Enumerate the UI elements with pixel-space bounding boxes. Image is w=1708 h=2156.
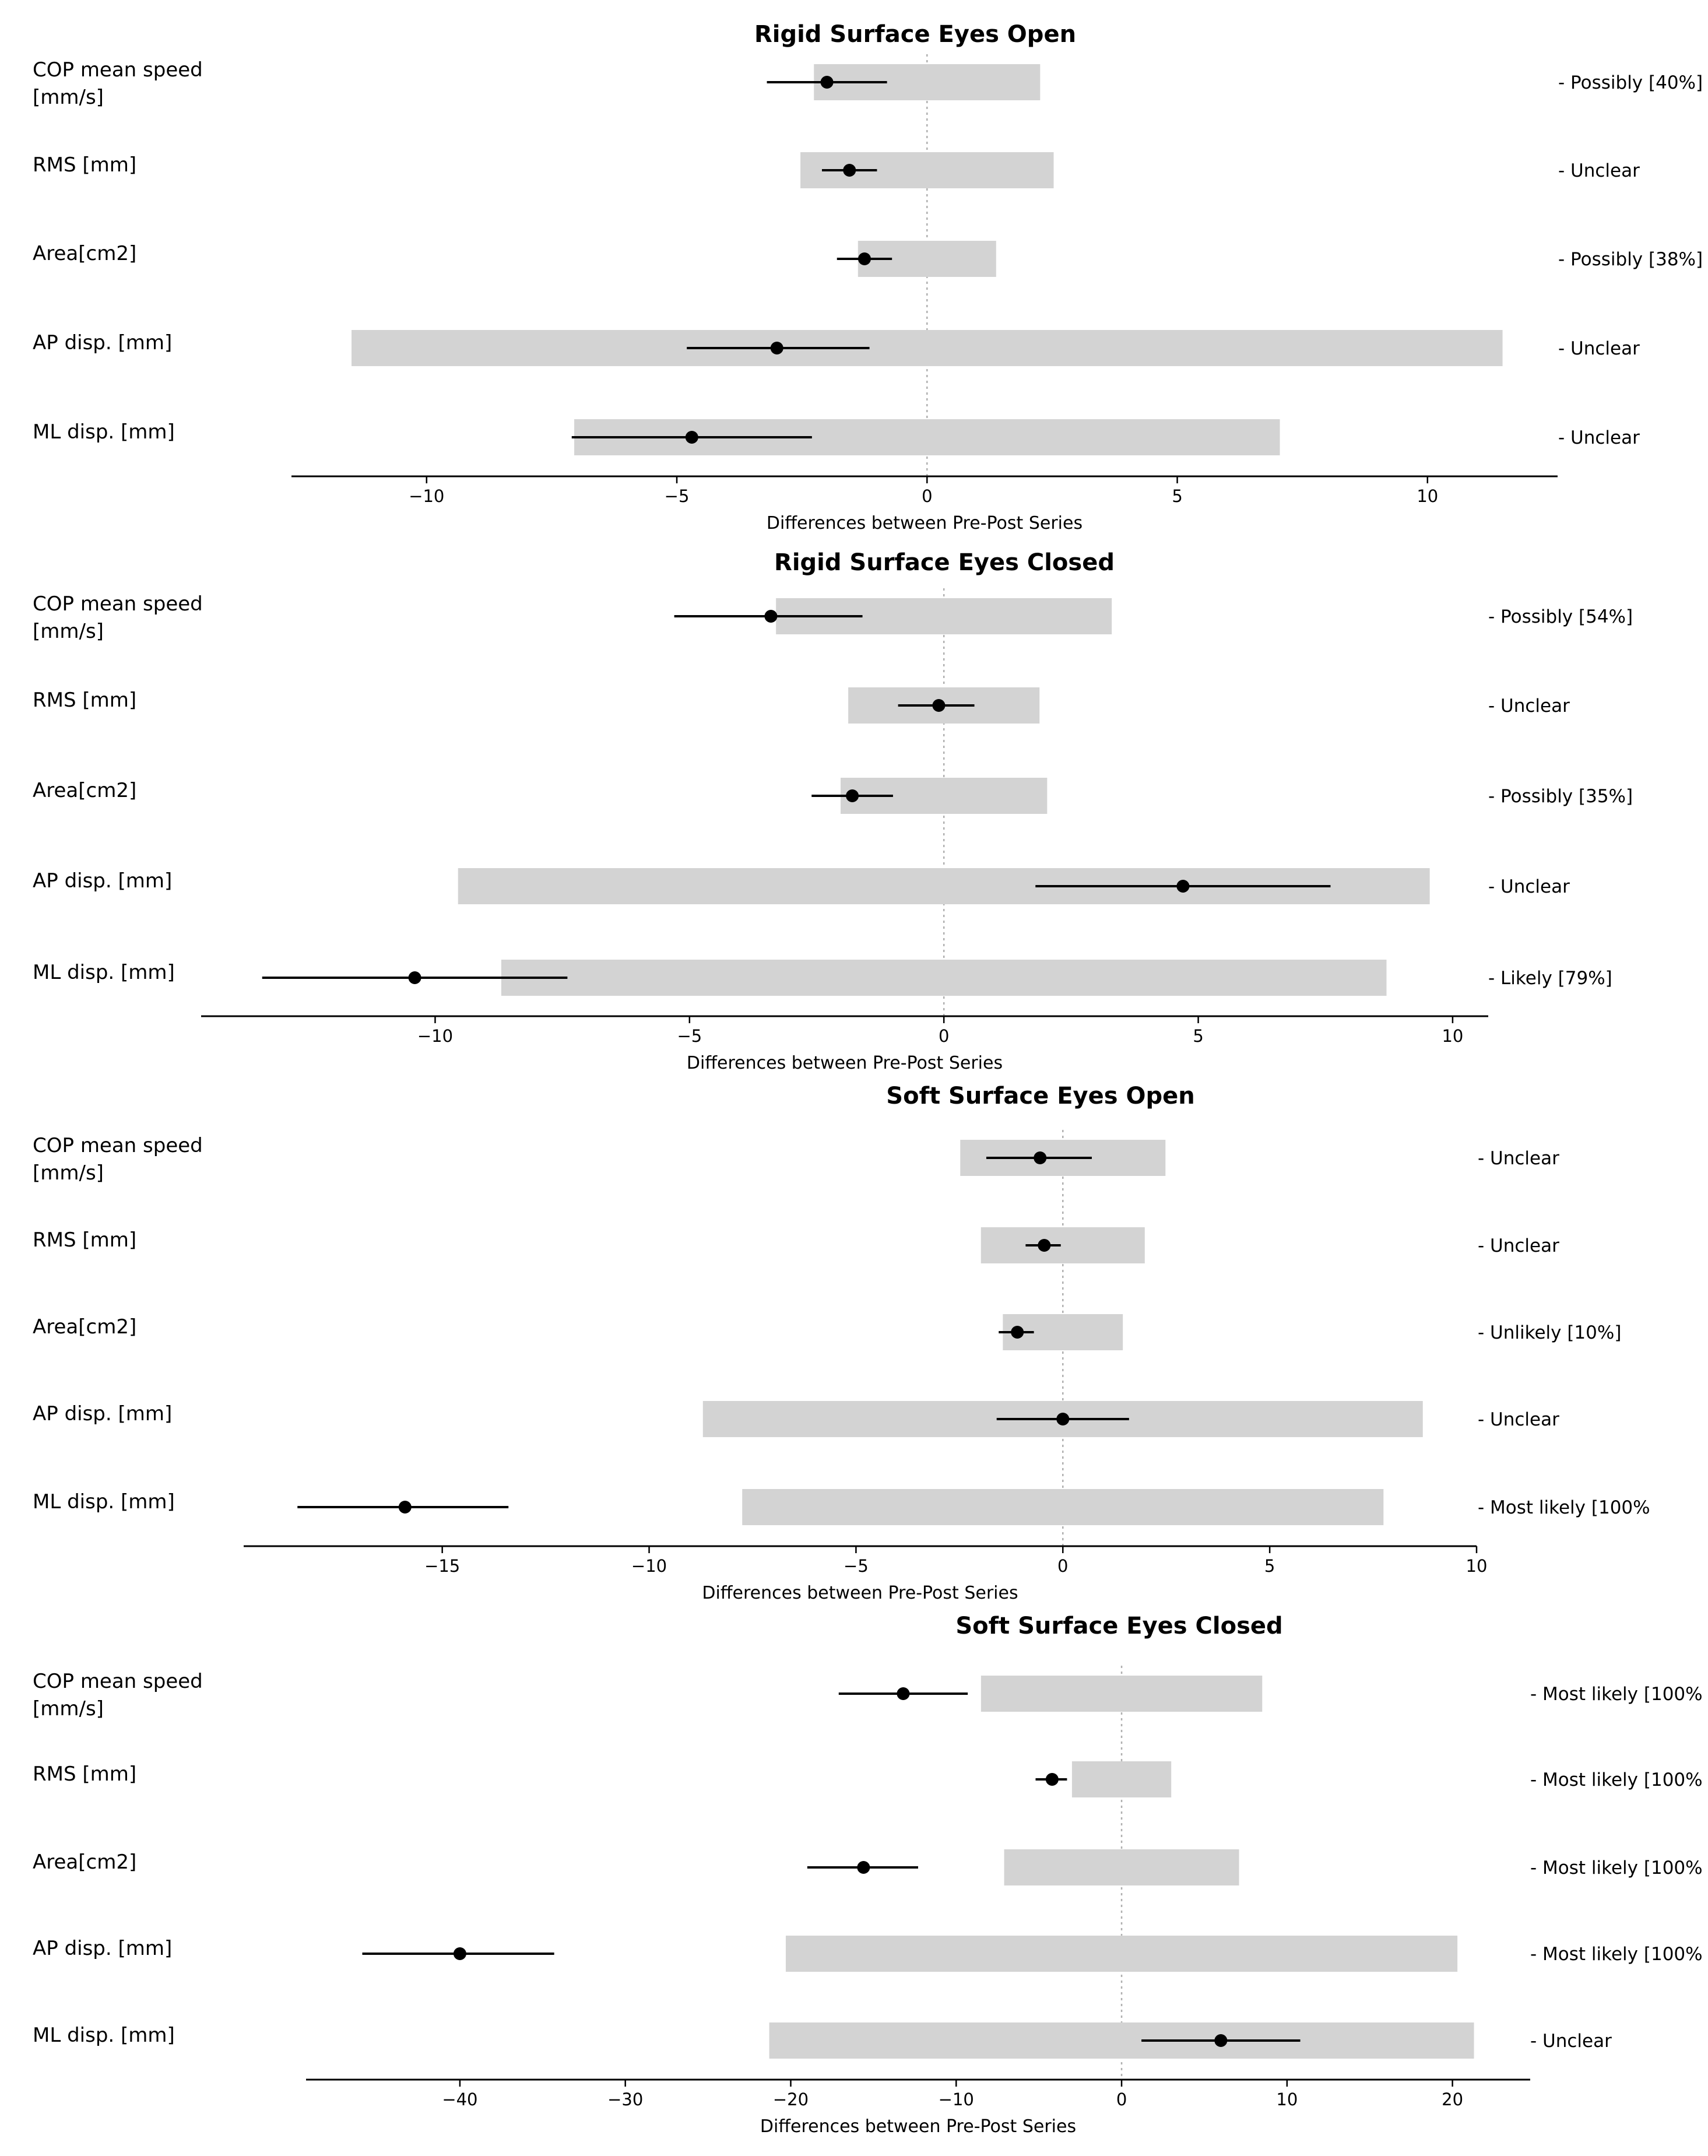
x-tick-label: 5 [1193,1026,1204,1046]
inference-label: - Most likely [100% [1530,1944,1703,1965]
inference-label: - Unclear [1488,696,1570,717]
inference-label: - Likely [79%] [1488,968,1612,989]
inference-label: - Possibly [38%] [1558,249,1703,270]
row-5 [33,2022,1612,2059]
x-axis-label: Differences between Pre-Post Series [686,1053,1003,1073]
mean-point [846,789,859,802]
mean-point [932,699,945,712]
mean-point [1011,1326,1024,1339]
x-tick-label: −40 [442,2090,478,2109]
row-label: RMS [mm] [33,689,137,712]
trivial-change-band [742,1489,1383,1525]
row-1 [33,58,1703,109]
inference-label: - Unclear [1478,1235,1559,1256]
row-label: COP mean speed [33,58,203,82]
x-axis-label: Differences between Pre-Post Series [766,513,1083,533]
mean-point [1214,2034,1227,2047]
row-label: Area[cm2] [33,242,137,265]
trivial-change-band [501,960,1387,996]
row-label: AP disp. [mm] [33,331,173,354]
inference-label: - Possibly [35%] [1488,786,1633,807]
mean-point [686,431,698,444]
row-4 [33,1936,1703,1972]
mean-point [764,610,777,623]
row-label: AP disp. [mm] [33,1402,173,1425]
row-2 [33,1761,1703,1797]
x-tick-label: −10 [938,2090,974,2109]
trivial-change-band [981,1227,1145,1263]
panel-2 [33,549,1633,1073]
row-label: RMS [mm] [33,1762,137,1786]
x-tick-label: −30 [607,2090,644,2109]
x-tick-label: −5 [664,486,690,506]
row-label: [mm/s] [33,1161,104,1185]
panel-4 [33,1613,1703,2137]
row-label: RMS [mm] [33,153,137,177]
mean-point [1056,1413,1069,1425]
x-tick-label: 20 [1442,2090,1464,2109]
row-4 [33,330,1640,366]
row-1 [33,1670,1703,1720]
x-tick-label: 0 [922,486,933,506]
row-2 [33,687,1570,724]
row-label: ML disp. [mm] [33,2024,175,2047]
x-tick-label: 10 [1276,2090,1298,2109]
x-tick-label: 0 [1057,1556,1069,1576]
row-2 [33,152,1640,188]
x-axis-label: Differences between Pre-Post Series [760,2116,1077,2137]
panel-1 [33,21,1703,533]
x-tick-label: −5 [844,1556,869,1576]
row-3 [33,1314,1621,1350]
mean-point [1034,1151,1046,1164]
row-label: Area[cm2] [33,1850,137,1874]
row-1 [33,592,1633,643]
inference-label: - Most likely [100% [1530,1769,1703,1790]
row-label: AP disp. [mm] [33,1937,173,1960]
mean-point [1038,1239,1050,1252]
trivial-change-band [769,2022,1474,2059]
row-label: COP mean speed [33,1670,203,1693]
panel-title: Soft Surface Eyes Closed [955,1613,1283,1639]
x-tick-label: −10 [417,1026,454,1046]
row-4 [33,868,1570,904]
inference-label: - Unclear [1530,2031,1612,2052]
row-label: [mm/s] [33,620,104,643]
row-label: ML disp. [mm] [33,420,175,444]
mean-point [771,342,783,354]
panel-title: Soft Surface Eyes Open [886,1083,1195,1109]
x-tick-label: 5 [1264,1556,1275,1576]
row-3 [33,1849,1703,1885]
row-label: COP mean speed [33,1134,203,1157]
row-4 [33,1401,1559,1437]
x-axis-label: Differences between Pre-Post Series [702,1583,1018,1603]
trivial-change-band [786,1936,1457,1972]
x-tick-label: −5 [677,1026,702,1046]
x-tick-label: 0 [1116,2090,1127,2109]
row-label: COP mean speed [33,592,203,616]
row-label: [mm/s] [33,86,104,109]
panel-title: Rigid Surface Eyes Closed [774,549,1115,576]
inference-label: - Most likely [100% [1530,1857,1703,1878]
row-label: AP disp. [mm] [33,869,173,893]
mean-point [821,76,834,89]
mean-point [843,164,856,177]
row-label: ML disp. [mm] [33,1490,175,1514]
row-label: Area[cm2] [33,779,137,802]
inference-label: - Unclear [1478,1148,1559,1169]
inference-label: - Unclear [1488,876,1570,897]
panel-3 [33,1083,1650,1603]
x-tick-label: −10 [631,1556,667,1576]
inference-label: - Possibly [40%] [1558,72,1703,93]
mean-point [409,971,421,984]
trivial-change-band [1072,1761,1171,1797]
inference-label: - Unclear [1558,160,1640,181]
inference-label: - Unclear [1478,1409,1559,1430]
trivial-change-band [352,330,1503,366]
x-tick-label: 10 [1417,486,1439,506]
row-5 [33,960,1612,996]
mean-point [454,1947,466,1960]
x-tick-label: 5 [1172,486,1183,506]
inference-label: - Unlikely [10%] [1478,1322,1622,1343]
x-tick-label: 10 [1442,1026,1464,1046]
row-3 [33,778,1633,814]
inference-label: - Unclear [1558,338,1640,359]
row-3 [33,241,1703,277]
inference-label: - Most likely [100% [1530,1684,1703,1705]
mean-point [399,1501,412,1514]
row-label: [mm/s] [33,1697,104,1720]
row-5 [33,1489,1650,1525]
x-tick-label: −15 [424,1556,461,1576]
x-tick-label: −20 [772,2090,809,2109]
row-label: Area[cm2] [33,1315,137,1339]
row-label: RMS [mm] [33,1228,137,1252]
mean-point [897,1687,909,1700]
trivial-change-band [981,1676,1262,1712]
mean-point [857,1861,870,1874]
panel-title: Rigid Surface Eyes Open [754,21,1077,48]
row-1 [33,1134,1559,1185]
row-label: ML disp. [mm] [33,961,175,984]
inference-label: - Most likely [100% [1478,1497,1650,1518]
mean-point [1046,1773,1059,1786]
inference-label: - Unclear [1558,427,1640,448]
x-tick-label: 0 [938,1026,950,1046]
mean-point [1176,880,1189,893]
row-5 [33,419,1640,455]
trivial-change-band [1004,1849,1239,1885]
mean-point [858,252,871,265]
inference-label: - Possibly [54%] [1488,606,1633,627]
x-tick-label: −10 [409,486,445,506]
x-tick-label: 10 [1465,1556,1488,1576]
row-2 [33,1227,1559,1263]
